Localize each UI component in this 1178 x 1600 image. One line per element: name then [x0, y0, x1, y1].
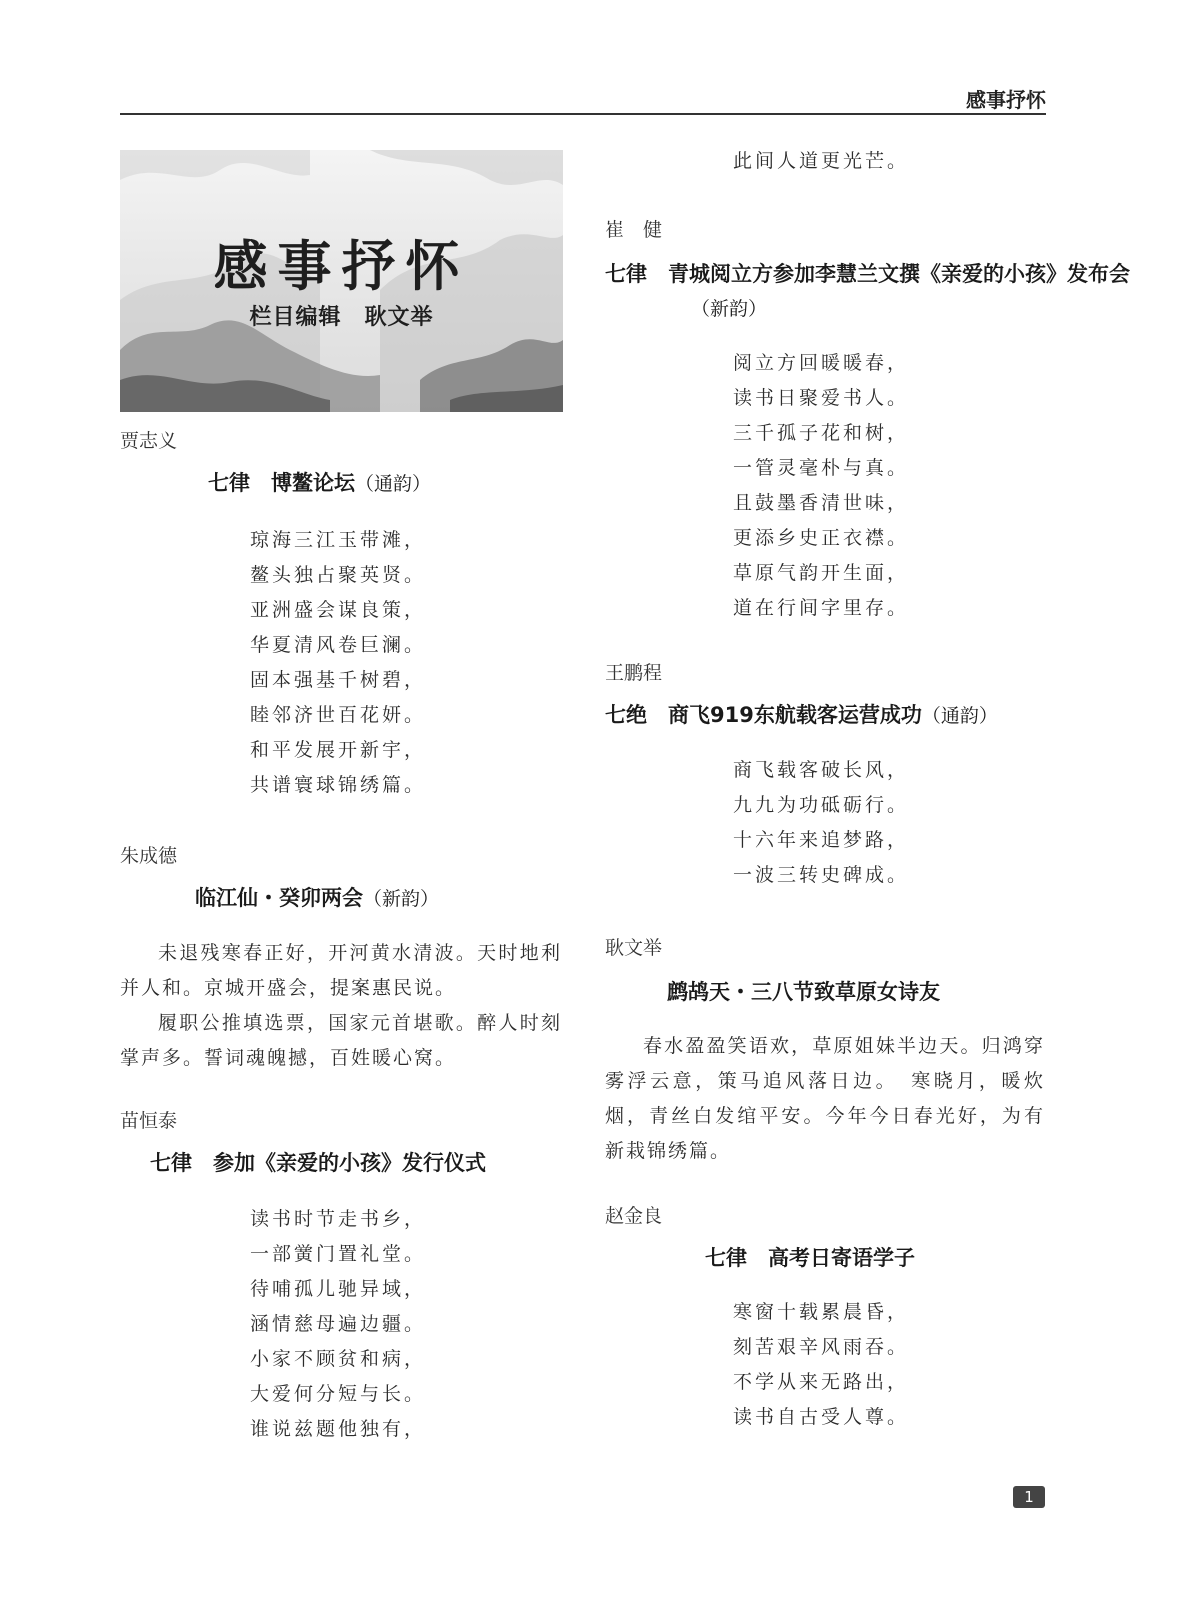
poem-line: 读书日聚爱书人。 — [733, 387, 910, 409]
poem-line: 共谱寰球锦绣篇。 — [250, 774, 427, 796]
poem-line: 一波三转史碑成。 — [733, 864, 910, 886]
author-name: 朱成德 — [120, 845, 178, 867]
poem-line: 和平发展开新宇， — [250, 739, 427, 761]
poem-title: 临江仙・癸卯两会（新韵） — [195, 886, 440, 910]
poem-title: 鹧鸪天・三八节致草原女诗友 — [667, 980, 940, 1004]
poem-line: 读书时节走书乡， — [250, 1208, 427, 1230]
author-name: 贾志义 — [120, 430, 178, 452]
poem-title: 七律 博鳌论坛（通韵） — [208, 471, 432, 495]
ci-body — [605, 1029, 1045, 1169]
poem-title: 七律 青城阅立方参加李慧兰文撰《亲爱的小孩》发布会（新韵） — [605, 262, 1130, 320]
poem-line: 更添乡史正衣襟。 — [733, 527, 910, 549]
poem-line: 刻苦艰辛风雨吞。 — [733, 1336, 910, 1358]
author-name: 耿文举 — [605, 937, 663, 959]
poem-line: 亚洲盛会谋良策， — [250, 599, 427, 621]
poem-lines — [605, 753, 1055, 893]
poem-line: 华夏清风卷巨澜。 — [250, 634, 427, 656]
poem-jia-zhiyi — [120, 426, 570, 803]
poem-line: 鳌头独占聚英贤。 — [250, 564, 427, 586]
poem-line: 三千孤子花和树， — [733, 422, 910, 444]
poem-line: 不学从来无路出， — [733, 1371, 910, 1393]
poem-line: 大爱何分短与长。 — [250, 1383, 427, 1405]
ci-stanza: 春水盈盈笑语欢，草原姐妹半边天。归鸿穿雾浮云意，策马追风落日边。 寒晓月，暖炊烟，青丝白发绾平安。今年今日春光好，为有新栽锦绣篇。 — [605, 1035, 1045, 1162]
poem-line: 谁说兹题他独有， — [250, 1418, 427, 1440]
column-banner — [120, 150, 563, 412]
poem-geng-wenju — [605, 933, 1055, 1169]
poem-line: 一部黉门置礼堂。 — [250, 1243, 427, 1265]
poem-line: 十六年来追梦路， — [733, 829, 910, 851]
column-editor: 栏目编辑 耿文举 — [249, 305, 434, 330]
poem-line: 阅立方回暖暖春， — [733, 352, 910, 374]
poem-line: 待哺孤儿驰异域， — [250, 1278, 427, 1300]
poem-wang-pengcheng — [605, 658, 1055, 893]
poem-title: 七律 参加《亲爱的小孩》发行仪式 — [150, 1151, 486, 1175]
poem-miao-hengtai — [120, 1106, 570, 1447]
running-head: 感事抒怀 — [966, 88, 1046, 112]
poem-zhu-chengde — [120, 841, 570, 1076]
poem-line: 寒窗十载累晨昏， — [733, 1301, 910, 1323]
poem-line: 小家不顾贫和病， — [250, 1348, 427, 1370]
poem-line: 涵情慈母遍边疆。 — [250, 1313, 427, 1335]
poem-line: 商飞载客破长风， — [733, 759, 910, 781]
author-name: 崔 健 — [605, 219, 663, 241]
poem-title: 七绝 商飞919东航载客运营成功（通韵） — [605, 703, 998, 727]
poem-cui-jian — [605, 215, 1130, 626]
poem-title: 七律 高考日寄语学子 — [705, 1246, 915, 1270]
right-column — [605, 140, 1130, 1435]
poem-line: 读书自古受人尊。 — [733, 1406, 910, 1428]
poem-zhao-jinliang — [605, 1201, 1055, 1435]
poem-lines — [605, 1295, 1055, 1435]
poem-line: 此间人道更光芒。 — [733, 150, 910, 172]
poem-line: 草原气韵开生面， — [733, 562, 910, 584]
ci-stanza: 履职公推填选票，国家元首堪歌。醉人时刻掌声多。誓词魂魄撼，百姓暖心窝。 — [120, 1012, 562, 1069]
poem-line: 睦邻济世百花妍。 — [250, 704, 427, 726]
page-number: 1 — [1013, 1486, 1045, 1508]
ci-stanza: 未退残寒春正好，开河黄水清波。天时地利并人和。京城开盛会，提案惠民说。 — [120, 942, 562, 999]
poem-line: 琼海三江玉带滩， — [250, 529, 427, 551]
poem-continuation — [605, 144, 1055, 179]
author-name: 苗恒泰 — [120, 1110, 178, 1132]
ci-body — [120, 936, 562, 1076]
poem-line: 且鼓墨香清世味， — [733, 492, 910, 514]
poem-line: 一管灵毫朴与真。 — [733, 457, 910, 479]
poem-line: 固本强基千树碧， — [250, 669, 427, 691]
poem-line: 九九为功砥砺行。 — [733, 794, 910, 816]
banner-title: 感事抒怀 — [213, 234, 470, 298]
poem-line: 道在行间字里存。 — [733, 597, 910, 619]
poem-lines — [120, 1202, 570, 1447]
header-rule — [120, 113, 1046, 115]
left-column — [120, 140, 570, 1447]
author-name: 王鹏程 — [605, 662, 663, 684]
author-name: 赵金良 — [605, 1205, 663, 1227]
poem-lines — [120, 523, 570, 803]
poem-lines — [605, 346, 1055, 626]
